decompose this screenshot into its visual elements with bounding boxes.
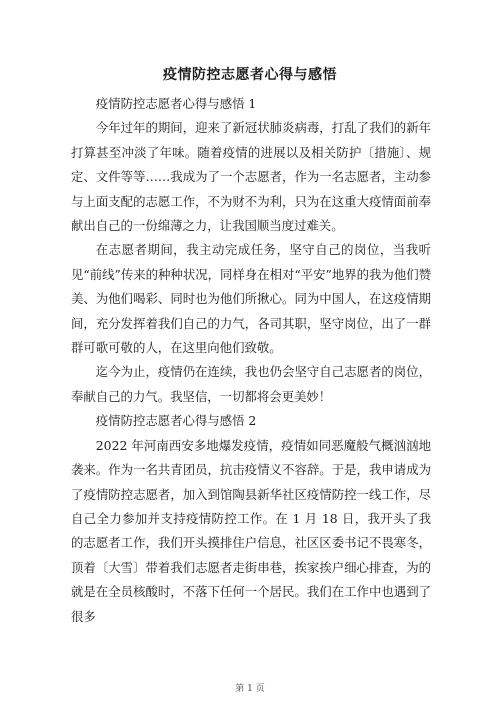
- paragraph: 迄今为止，疫情仍在连续，我也仍会坚守自己志愿者的岗位，奉献自己的力气。我坚信，一切都将会更美妙！: [71, 364, 431, 404]
- page-number: 第 1 页: [235, 684, 265, 694]
- paragraph: 今年过年的期间，迎来了新冠状肺炎病毒，打乱了我们的新年打算甚至冲淡了年味。随着疫情的进展以及相关防护〔措施〕、规定、文件等等……我成为了一个志愿者，作为一名志愿者，主动参与上面支配的志愿工作，不为财不为利，只为在这重大疫情面前奉献出自己的一份绵薄之力，让我国顺当度过难关。: [71, 120, 431, 234]
- section-heading: 疫情防控志愿者心得与感悟 2: [95, 413, 257, 429]
- document-body: [71, 92, 431, 629]
- section-heading: 疫情防控志愿者心得与感悟 1: [95, 96, 257, 111]
- document-title: 疫情防控志愿者心得与感悟: [163, 67, 337, 83]
- paragraph: 在志愿者期间，我主动完成任务，坚守自己的岗位，当我听见“前线”传来的种种状况，同样身在相对“平安”地界的我为他们赞美、为他们喝彩、同时也为他们所揪心。同为中国人，在这疫情期间，充分发挥着我们自己的力气，各司其职，坚守岗位，出了一群群可歌可敬的人，在这里向他们致敬。: [71, 242, 431, 356]
- paragraph: 2022 年河南西安多地爆发疫情，疫情如同恶魔般气概汹汹地袭来。作为一名共青团员，抗击疫情义不容辞。于是，我申请成为了疫情防控志愿者，加入到馆陶县新华社区疫情防控一线工作，尽自己全力参加并支持疫情防控工作。在 1 月 18 日，我开头了我的志愿者工作，我们开头摸排住户信息，社区区委书记不畏寒冬，顶着〔大雪〕带着我们志愿者走街串巷，挨家挨户细心排查，为的就是在全员核酸时，不落下任何一个居民。我们在工作中也遇到了很多: [71, 437, 431, 624]
